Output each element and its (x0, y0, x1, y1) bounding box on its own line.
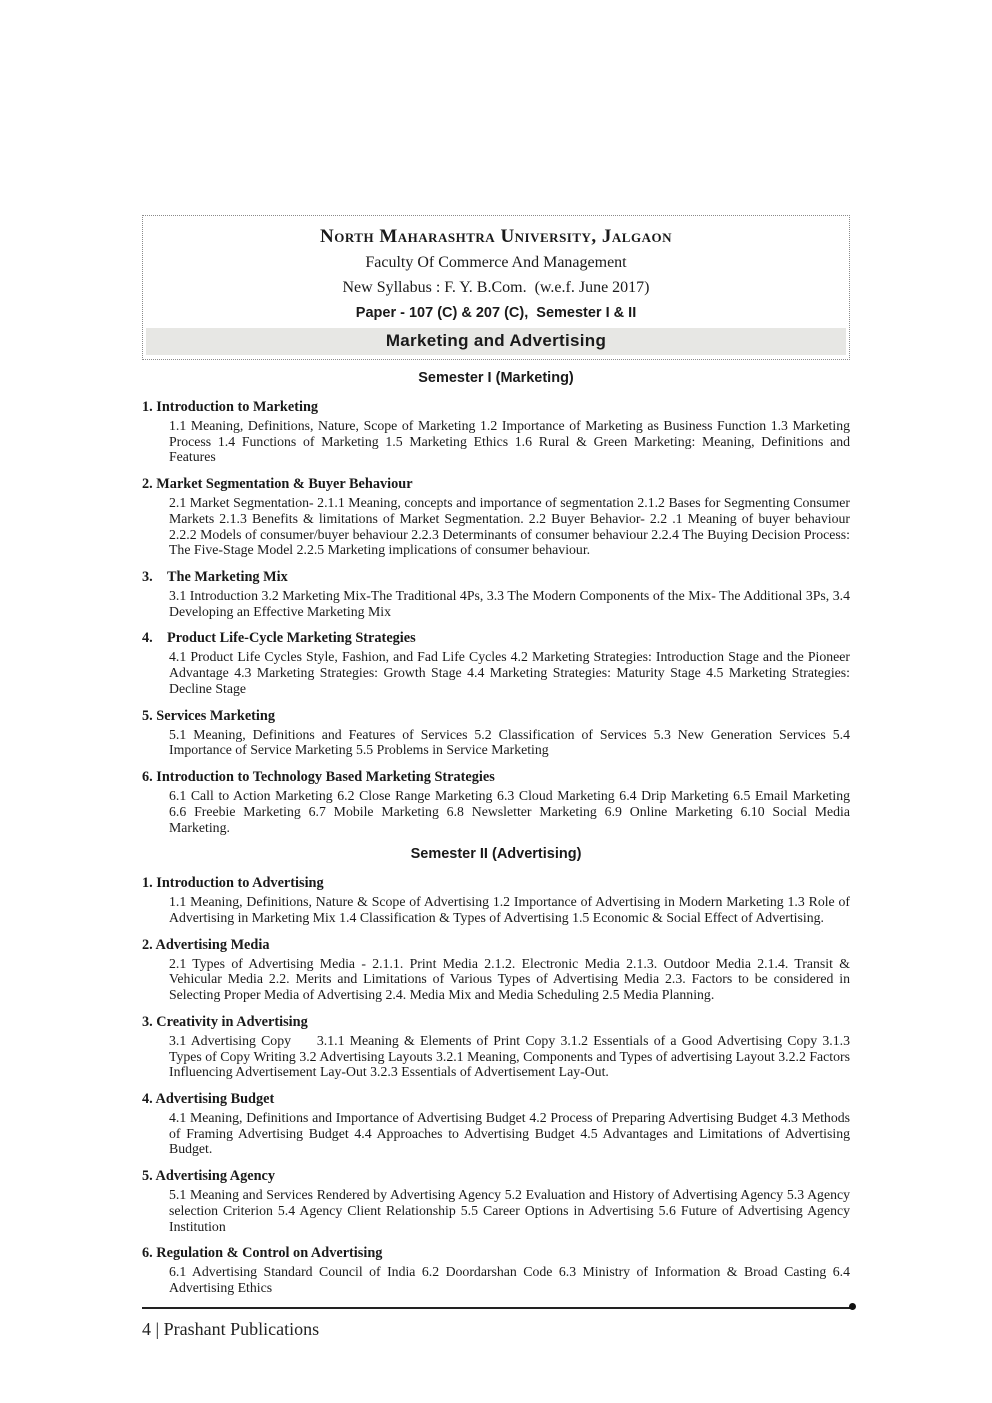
section-heading: 5. Advertising Agency (142, 1168, 276, 1185)
section-heading: 4. Product Life-Cycle Marketing Strategies (142, 630, 416, 647)
section-body: 6.1 Call to Action Marketing 6.2 Close Range Marketing 6.3 Cloud Marketing 6.4 Drip Marketing 6.5 Email Marketing 6.6 Freebie Marketing 6.7 Mobile Marketing 6.8 Newsletter Marketing 6.9 Online Marketing 6.10 Social Media Marketing. (169, 788, 850, 835)
section-body: 3.1 Introduction 3.2 Marketing Mix-The Traditional 4Ps, 3.3 The Modern Components of the Mix- The Additional 3Ps, 3.4 Developing an Effective Marketing Mix (169, 588, 850, 619)
section-heading: 2. Market Segmentation & Buyer Behaviour (142, 476, 413, 493)
section-heading: 1. Introduction to Marketing (142, 399, 319, 415)
section (142, 399, 850, 465)
footer-dot (849, 1303, 856, 1310)
section (142, 1091, 850, 1157)
section-heading: 4. Advertising Budget (142, 1090, 275, 1107)
section-body: 1.1 Meaning, Definitions, Nature, Scope of Marketing 1.2 Importance of Marketing as Business Function 1.3 Marketing Process 1.4 Functions of Marketing 1.5 Marketing Ethics 1.6 Rural & Green Marketing: Meaning, Definitions and Features (169, 418, 850, 465)
section-heading: 5. Services Marketing (142, 707, 276, 724)
section-heading: 2. Advertising Media (142, 936, 270, 953)
section (142, 875, 850, 925)
section (142, 569, 850, 619)
section-heading: 3. The Marketing Mix (142, 569, 288, 586)
section (142, 1014, 850, 1080)
footer-rule-line (142, 1307, 854, 1309)
section-body: 4.1 Meaning, Definitions and Importance of Advertising Budget 4.2 Process of Preparing Advertising Budget 4.3 Methods of Framing Advertising Budget 4.4 Approaches to Advertising Budget 4.5 Advantages and Limitations of Advertising Budget. (169, 1109, 850, 1157)
section-heading: 3. Creativity in Advertising (142, 1013, 308, 1030)
section-body: 5.1 Meaning and Services Rendered by Advertising Agency 5.2 Evaluation and History of Advertising Agency 5.3 Agency selection Criterion 5.4 Agency Client Relationship 5.5 Career Options in Advertising 5.6 Future of Advertising Agency Institution (169, 1187, 850, 1234)
section-body: 2.1 Market Segmentation- 2.1.1 Meaning, concepts and importance of segmentation 2.1.2 Bases for Segmenting Consumer Markets 2.1.3 Benefits & limitations of Market Segmentation. 2.2 Buyer Behavior- 2.2 .1 Meaning of buyer behaviour 2.2.2 Models of consumer/buyer behaviour 2.2.3 Determinants of consumer behaviour 2.2.4 The Buying Decision Process: The Five-Stage Model 2.2.5 Marketing implications of consumer behaviour. (169, 495, 850, 558)
header-box (142, 215, 850, 360)
section-body: 1.1 Meaning, Definitions, Nature & Scope of Advertising 1.2 Importance of Advertising in Modern Marketing 1.3 Role of Advertising in Marketing Mix 1.4 Classification & Types of Advertising 1.5 Economic & Social Effect of Advertising. (169, 894, 850, 925)
section (142, 769, 850, 835)
section-heading: 6. Regulation & Control on Advertising (142, 1245, 383, 1262)
faculty-name: Faculty Of Commerce And Management (365, 254, 627, 271)
course-title: Marketing and Advertising (385, 331, 607, 350)
semester2-heading: Semester II (Advertising) (410, 846, 582, 863)
section-body: 5.1 Meaning, Definitions and Features of Services 5.2 Classification of Services 5.3 New Generation Services 5.4 Importance of Service Marketing 5.5 Problems in Service Marketing (169, 726, 850, 758)
semester1-heading: Semester I (Marketing) (418, 370, 574, 386)
section-body: 6.1 Advertising Standard Council of India 6.2 Doordarshan Code 6.3 Ministry of Information & Broad Casting 6.4 Advertising Ethics (169, 1264, 850, 1295)
section (142, 476, 850, 558)
section (142, 630, 850, 696)
section-body: 2.1 Types of Advertising Media - 2.1.1. Print Media 2.1.2. Electronic Media 2.1.3. Outdoor Media 2.1.4. Transit & Vehicular Media 2.2. Merits and Limitations of Various Types of Advertising Media 2.3. Factors to be considered in Selecting Proper Media of Advertising 2.4. Media Mix and Media Scheduling 2.5 Media Planning. (169, 955, 850, 1003)
university-name: North Maharashtra University, Jalgaon (320, 226, 672, 247)
course-title-bar (146, 328, 846, 355)
section (142, 937, 850, 1003)
section-body: 3.1 Advertising Copy 3.1.1 Meaning & Elements of Print Copy 3.1.2 Essentials of a Good Advertising Copy 3.1.3 Types of Copy Writing 3.2 Advertising Layouts 3.2.1 Meaning, Components and Types of advertising Layout 3.2.2 Factors Influencing Advertisement Lay-Out 3.2.3 Essentials of Advertisement Lay-Out. (169, 1032, 850, 1080)
footer-text: 4 | Prashant Publications (142, 1318, 320, 1339)
section-heading: 1. Introduction to Advertising (142, 875, 324, 892)
footer-rule (142, 1307, 854, 1309)
section (142, 708, 850, 758)
section (142, 1168, 850, 1234)
page-content (142, 215, 850, 1340)
section (142, 1245, 850, 1295)
paper-line: Paper - 107 (C) & 207 (C), Semester I & II (355, 305, 637, 321)
syllabus-line: New Syllabus : F. Y. B.Com. (w.e.f. June 2017) (342, 279, 650, 296)
section-body: 4.1 Product Life Cycles Style, Fashion, and Fad Life Cycles 4.2 Marketing Strategies: Introduction Stage and the Pioneer Advantage 4.3 Marketing Strategies: Growth Stage 4.4 Marketing Strategies: Maturity Stage 4.5 Marketing Strategies: Decline Stage (169, 649, 850, 696)
section-heading: 6. Introduction to Technology Based Marketing Strategies (142, 769, 495, 786)
